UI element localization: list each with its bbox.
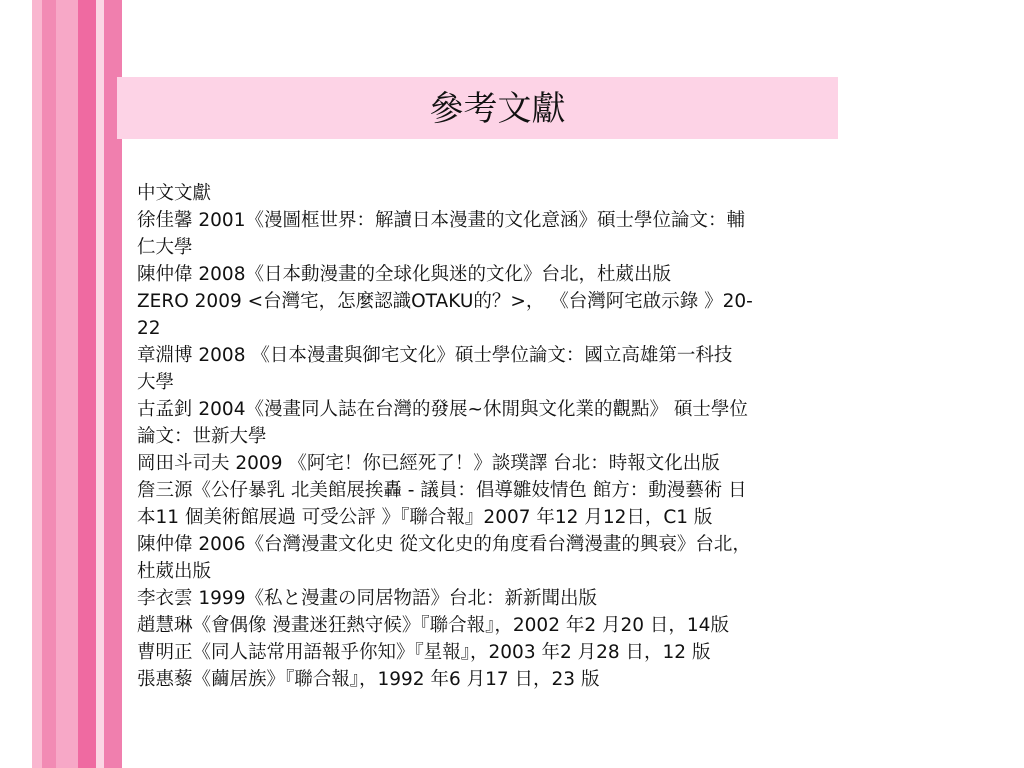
reference-line: 陳仲偉 2006《台灣漫畫文化史 從文化史的角度看台灣漫畫的興衰》台北， — [137, 534, 751, 555]
reference-line: 章淵博 2008 《日本漫畫與御宅文化》碩士學位論文：國立高雄第一科技 — [137, 345, 733, 366]
reference-line: 論文：世新大學 — [137, 426, 267, 447]
reference-line: 李衣雲 1999《私と漫畫の同居物語》台北：新新聞出版 — [137, 588, 597, 609]
decorative-stripe — [32, 0, 42, 768]
reference-line: 仁大學 — [137, 237, 193, 258]
reference-line: 曹明正《同人誌常用語報乎你知》『星報』，2003 年2 月28 日，12 版 — [137, 642, 711, 663]
reference-line: 中文文獻 — [137, 183, 212, 204]
decorative-stripe — [42, 0, 56, 768]
reference-line: 杜葳出版 — [137, 561, 212, 582]
reference-line: 徐佳馨 2001《漫圖框世界：解讀日本漫畫的文化意涵》碩士學位論文：輔 — [137, 210, 745, 231]
reference-line: 大學 — [137, 372, 175, 393]
reference-line: 22 — [137, 318, 161, 339]
reference-line: 陳仲偉 2008《日本動漫畫的全球化與迷的文化》台北，杜葳出版 — [137, 264, 671, 285]
decorative-stripe — [78, 0, 96, 768]
slide-title: 參考文獻 — [429, 89, 566, 129]
reference-line: 趙慧琳《會偶像 漫畫迷狂熱守候》『聯合報』，2002 年2 月20 日，14版 — [137, 615, 729, 636]
reference-line: 岡田斗司夫 2009 《阿宅！你已經死了！》談璞譯 台北：時報文化出版 — [137, 453, 720, 474]
decorative-stripe — [56, 0, 78, 768]
reference-line: 詹三源《公仔暴乳 北美館展挨轟 - 議員：倡導雛妓情色 館方：動漫藝術 日 — [137, 480, 747, 501]
reference-list — [137, 180, 882, 693]
title-banner — [117, 77, 838, 139]
reference-line: 張惠藜《繭居族》『聯合報』，1992 年6 月17 日，23 版 — [137, 669, 600, 690]
decorative-stripe — [96, 0, 104, 768]
reference-line: 本11 個美術館展過 可受公評 》『聯合報』2007 年12 月12日，C1 版 — [137, 507, 713, 528]
reference-line: ZERO 2009 <台灣宅，怎麼認識OTAKU的？>， 《台灣阿宅啟示錄 》20- — [137, 291, 753, 312]
reference-line: 古孟釗 2004《漫畫同人誌在台灣的發展~休閒與文化業的觀點》 碩士學位 — [137, 399, 748, 420]
